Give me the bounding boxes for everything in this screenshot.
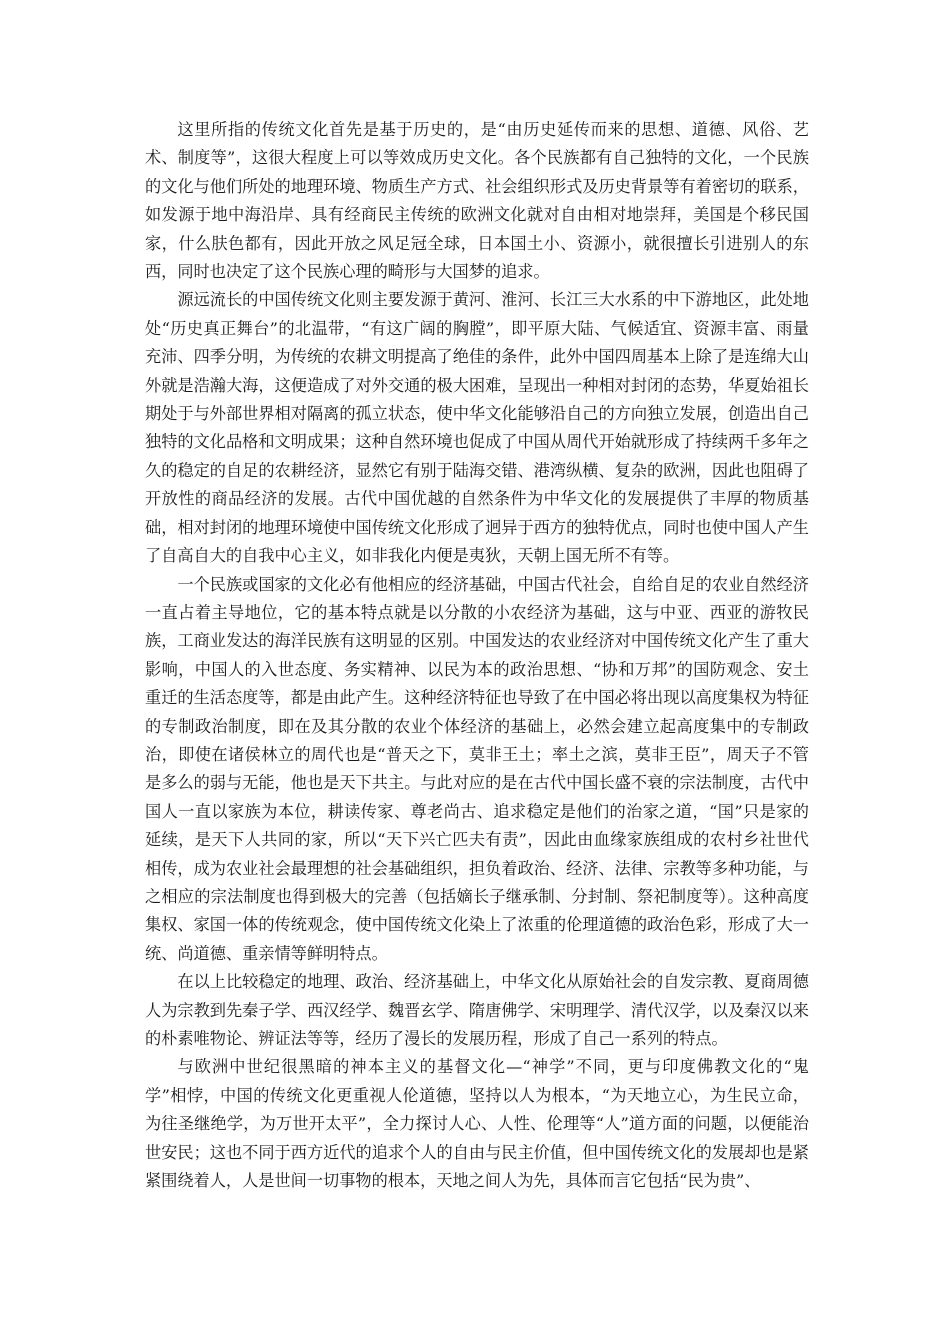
paragraph-1: 这里所指的传统文化首先是基于历史的，是“由历史延传而来的思想、道德、风俗、艺术、制度等”，这很大程度上可以等效成历史文化。各个民族都有自己独特的文化，一个民族的文化与他们所处的地理环境、物质生产方式、社会组织形式及历史背景等有着密切的联系，如发源于地中海沿岸、具有经商民主传统的欧洲文化就对自由相对地崇拜，美国是个移民国家，什么肤色都有，因此开放之风足冠全球，日本国土小、资源小，就很擅长引进别人的东西，同时也决定了这个民族心理的畸形与大国梦的追求。 xyxy=(145,120,809,282)
paragraph-4: 在以上比较稳定的地理、政治、经济基础上，中华文化从原始社会的自发宗教、夏商周德人为宗教到先秦子学、西汉经学、魏晋玄学、隋唐佛学、宋明理学、清代汉学，以及秦汉以来的朴素唯物论、辨证法等等，经历了漫长的发展历程，形成了自己一系列的特点。 xyxy=(145,972,809,1048)
document-body xyxy=(145,116,809,1195)
paragraph-5: 与欧洲中世纪很黑暗的神本主义的基督文化—“神学”不同，更与印度佛教文化的“鬼学”相悖，中国的传统文化更重视人伦道德，坚持以人为根本，“为天地立心，为生民立命，为往圣继绝学，为万世开太平”，全力探讨人心、人性、伦理等“人”道方面的问题，以便能治世安民；这也不同于西方近代的追求个人的自由与民主价值，但中国传统文化的发展却也是紧紧围绕着人，人是世间一切事物的根本，天地之间人为先，具体而言它包括“民为贵”、 xyxy=(145,1057,809,1191)
paragraph-2: 源远流长的中国传统文化则主要发源于黄河、淮河、长江三大水系的中下游地区，此处地处“历史真正舞台”的北温带，“有这广阔的胸膛”，即平原大陆、气候适宜、资源丰富、雨量充沛、四季分明，为传统的农耕文明提高了绝佳的条件，此外中国四周基本上除了是连绵大山外就是浩瀚大海，这便造成了对外交通的极大困难，呈现出一种相对封闭的态势，华夏始祖长期处于与外部世界相对隔离的孤立状态，使中华文化能够沿自己的方向独立发展，创造出自己独特的文化品格和文明成果；这种自然环境也促成了中国从周代开始就形成了持续两千多年之久的稳定的自足的农耕经济，显然它有别于陆海交错、港湾纵横、复杂的欧洲，因此也阻碍了开放性的商品经济的发展。古代中国优越的自然条件为中华文化的发展提供了丰厚的物质基础，相对封闭的地理环境使中国传统文化形成了迥异于西方的独特优点，同时也使中国人产生了自高自大的自我中心主义，如非我化内便是夷狄，天朝上国无所不有等。 xyxy=(145,290,809,566)
paragraph-3: 一个民族或国家的文化必有他相应的经济基础，中国古代社会，自给自足的农业自然经济一直占着主导地位，它的基本特点就是以分散的小农经济为基础，这与中亚、西亚的游牧民族，工商业发达的海洋民族有这明显的区别。中国发达的农业经济对中国传统文化产生了重大影响，中国人的入世态度、务实精神、以民为本的政治思想、“协和万邦”的国防观念、安土重迁的生活态度等，都是由此产生。这种经济特征也导致了在中国必将出现以高度集权为特征的专制政治制度，即在及其分散的农业个体经济的基础上，必然会建立起高度集中的专制政治，即使在诸侯林立的周代也是“普天之下，莫非王土；率土之滨，莫非王臣”，周天子不管是多么的弱与无能，他也是天下共主。与此对应的是在古代中国长盛不衰的宗法制度，古代中国人一直以家族为本位，耕读传家、尊老尚古、追求稳定是他们的治家之道，“国”只是家的延续，是天下人共同的家，所以“天下兴亡匹夫有责”，因此由血缘家族组成的农村乡社世代相传，成为农业社会最理想的社会基础组织，担负着政治、经济、法律、宗教等多种功能，与之相应的宗法制度也得到极大的完善（包括嫡长子继承制、分封制、祭祀制度等）。这种高度集权、家国一体的传统观念，使中国传统文化染上了浓重的伦理道德的政治色彩，形成了大一统、尚道德、重亲情等鲜明特点。 xyxy=(145,574,809,963)
